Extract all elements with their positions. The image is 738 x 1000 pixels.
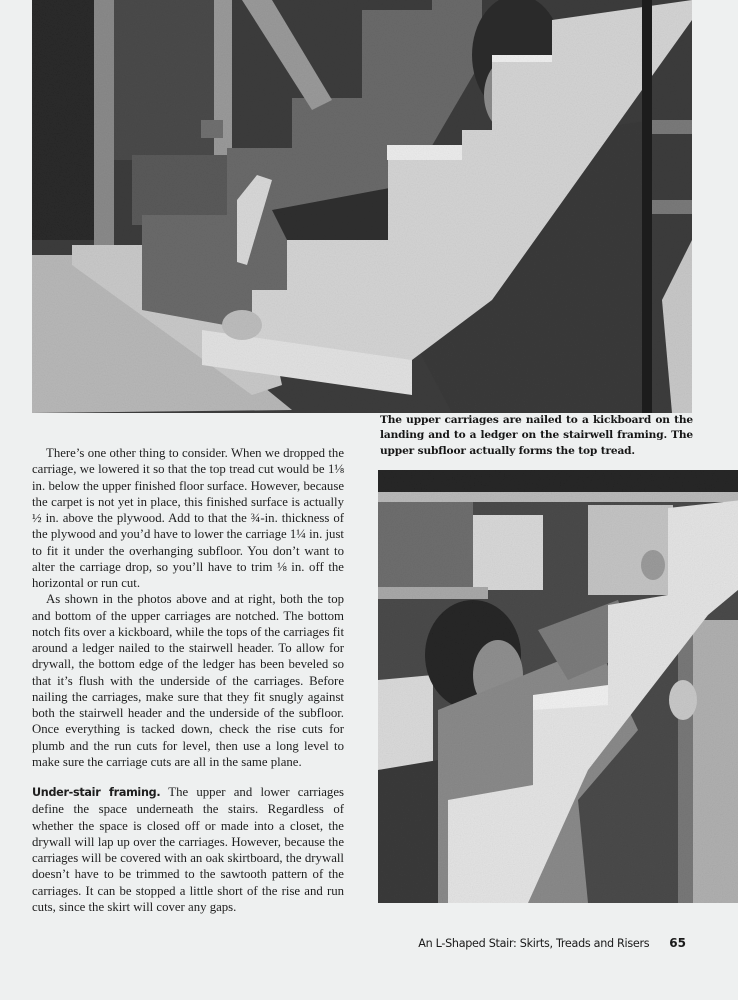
body-paragraph: As shown in the photos above and at right, both the top and bottom of the upper carriages are notched. The bottom notch fits over a kickboard, while the tops of the carriages fit around a ledger nailed to the stairwell header. To allow for drywall, the bottom edge of the ledger has been beveled so that it’s flush with the underside of the carriages. Before nailing the carriages, make sure that they fit snugly against both the stairwell header and the underside of the subfloor. Once everything is tacked down, check the rise cuts for plumb and the run cuts for level, then use a long level to make sure the carriage cuts are all in the same plane. [32,592,344,769]
section-paragraph [32,784,344,915]
photo-caption: The upper carriages are nailed to a kickboard on the landing and to a ledger on the stairwell framing. The upper subfloor actually forms the top tread. [380,414,693,457]
section-heading: Under-stair framing. [32,786,161,799]
photo-bottom-illustration [378,470,738,903]
page-number: 65 [669,936,686,950]
running-footer-title: An L-Shaped Stair: Skirts, Treads and Risers [418,937,650,950]
photo-bottom-under-stair-framing [378,470,738,903]
photo-top-illustration [32,0,692,413]
section-text: The upper and lower carriages define the space underneath the stairs. Regardless of whether the space is closed off or made into a closet, the drywall will lap up over the carriages. However, because the carriages will be covered with an oak skirtboard, the drywall doesn’t have to be trimmed to the sawtooth pattern of the carriages. It can be stopped a little short of the rise and run cuts, since the skirt will cover any gaps. [32,785,344,914]
body-paragraph: There’s one other thing to consider. When we dropped the carriage, we lowered it so that the top tread cut would be 1⅛ in. below the upper finished floor surface. However, because the carpet is not yet in place, this finished surface is actually ½ in. above the plywood. Add to that the ¾-in. thickness of the plywood and you’d have to lower the carriage 1¼ in. just to fit it under the overhanging subfloor. You don’t want to alter the carriage drop, so you’ll have to trim ⅛ in. off the horizontal or run cut. [32,446,344,590]
page-footer [418,936,686,950]
photo-top-nailing-carriages [32,0,692,413]
body-text-column [32,445,344,915]
